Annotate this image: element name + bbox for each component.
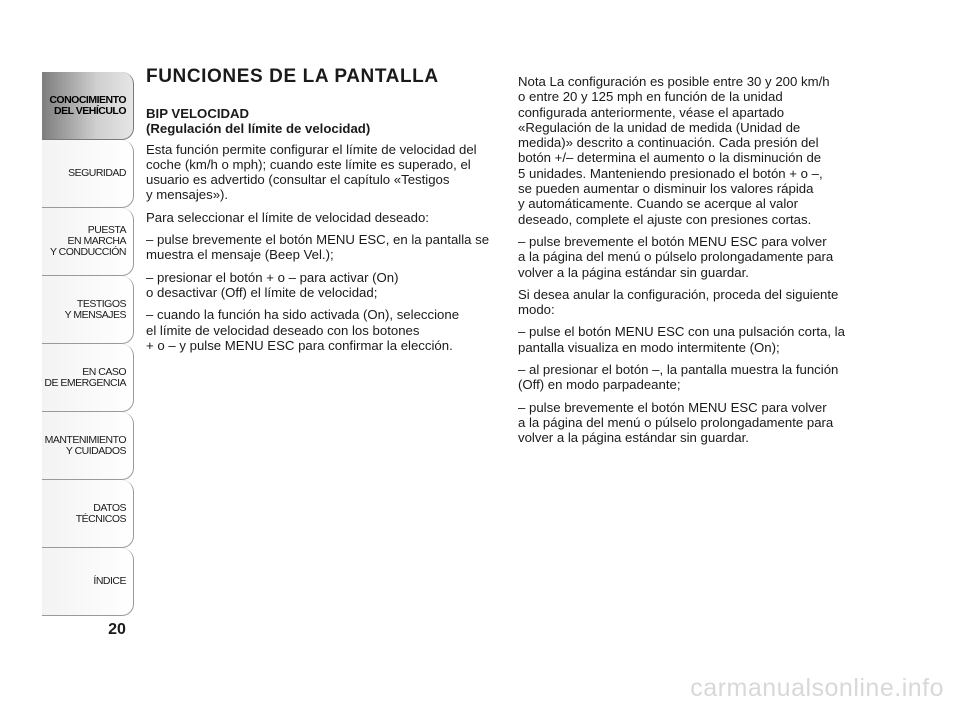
paragraph: – presionar el botón + o – para activar (On) o desactivar (Off) el límite de velocidad;	[146, 269, 399, 300]
tab-puesta-en-marcha[interactable]: PUESTA EN MARCHA Y CONDUCCIÓN	[42, 208, 134, 276]
tab-testigos-y-mensajes[interactable]: TESTIGOS Y MENSAJES	[42, 276, 134, 344]
paragraph: – pulse brevemente el botón MENU ESC, en la pantalla se muestra el mensaje (Beep Vel.);	[146, 232, 490, 263]
tab-mantenimiento-y-cuidados[interactable]: MANTENIMIENTO Y CUIDADOS	[42, 412, 134, 480]
note-paragraph: Nota La configuración es posible entre 30 y 200 km/h o entre 20 y 125 mph en función de la unidad configurada anteriormente, véase el apartado «Regulación de la unidad de medida (Unidad de medida)» descrito a continuación. Cada presión del botón +/– determina el aumento o la disminución de 5 unidades. Manteniendo presionado el botón + o –, se pueden aumentar o disminuir los valores rápida y automáticamente. Cuando se acerque al valor deseado, complete el ajuste con presiones cortas.	[518, 74, 830, 227]
page-title: FUNCIONES DE LA PANTALLA	[146, 66, 439, 87]
section-subtitle: BIP VELOCIDAD (Regulación del límite de velocidad)	[146, 106, 371, 137]
paragraph: – pulse brevemente el botón MENU ESC para volver a la página del menú o púlselo prolongadamente para volver a la página estándar sin guardar.	[518, 399, 834, 446]
tab-indice[interactable]: ÍNDICE	[42, 548, 134, 616]
paragraph: – al presionar el botón –, la pantalla muestra la función (Off) en modo parpadeante;	[518, 362, 839, 393]
left-column	[146, 66, 496, 360]
paragraph: – cuando la función ha sido activada (On), seleccione el límite de velocidad deseado con los botones + o – y pulse MENU ESC para confirmar la elección.	[146, 307, 460, 353]
paragraph: Si desea anular la configuración, proceda del siguiente modo:	[518, 286, 839, 318]
watermark: carmanualsonline.info	[690, 674, 944, 702]
tab-seguridad[interactable]: SEGURIDAD	[42, 140, 134, 208]
paragraph: – pulse el botón MENU ESC con una pulsación corta, la pantalla visualiza en modo intermitente (On);	[518, 324, 845, 355]
tab-datos-tecnicos[interactable]: DATOS TÉCNICOS	[42, 480, 134, 548]
tab-conocimiento-del-vehiculo[interactable]: CONOCIMIENTO DEL VEHÍCULO	[42, 72, 134, 140]
tab-en-caso-de-emergencia[interactable]: EN CASO DE EMERGENCIA	[42, 344, 134, 412]
paragraph: Para seleccionar el límite de velocidad deseado:	[146, 209, 429, 225]
right-column	[518, 74, 870, 453]
chapter-tabs	[42, 72, 134, 616]
paragraph: Esta función permite configurar el límite de velocidad del coche (km/h o mph); cuando este límite es superado, el usuario es advertido (consultar el capítulo «Testigos y mensajes»).	[146, 141, 477, 203]
paragraph: – pulse brevemente el botón MENU ESC para volver a la página del menú o púlselo prolongadamente para volver a la página estándar sin guardar.	[518, 233, 834, 280]
page-number: 20	[108, 621, 126, 638]
